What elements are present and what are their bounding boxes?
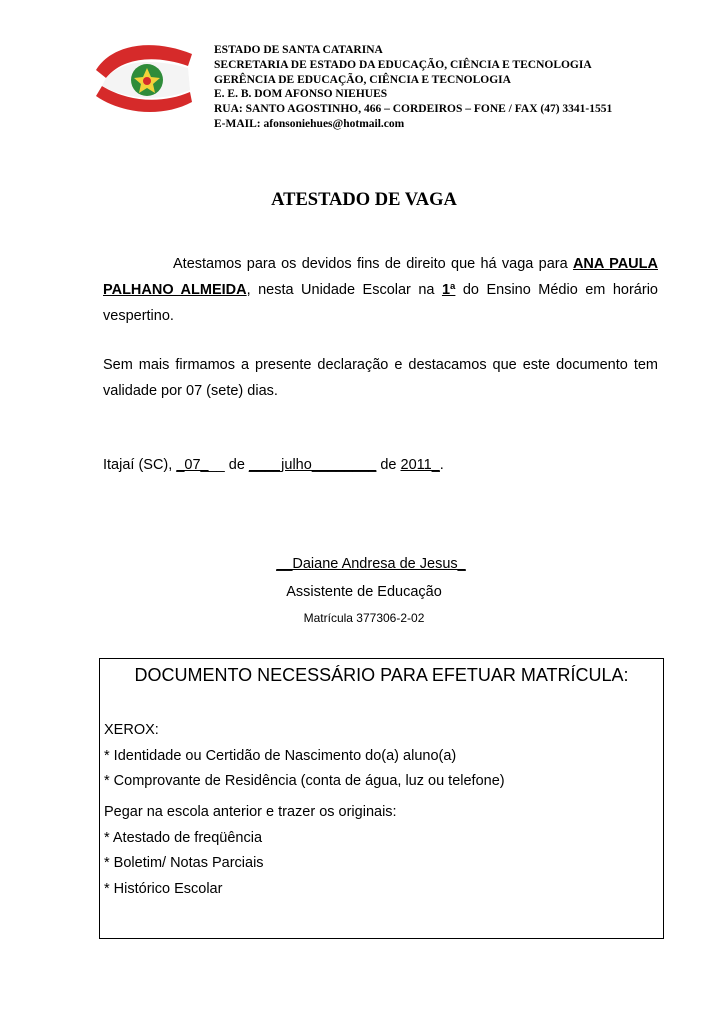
header-line: GERÊNCIA DE EDUCAÇÃO, CIÊNCIA E TECNOLOGIA (214, 73, 511, 86)
xerox-heading: XEROX: (104, 722, 159, 738)
date-day: _07_ (176, 457, 209, 473)
header-line: ESTADO DE SANTA CATARINA (214, 44, 383, 56)
header-line: E-MAIL: afonsoniehues@hotmail.com (214, 117, 405, 130)
date-month: ____julho________ (248, 457, 377, 473)
date-line: Itajaí (SC), _07___ de ____julho________ de 2011_. (103, 457, 444, 473)
state-flag-logo (92, 40, 196, 120)
signature-registration: Matrícula 377306-2-02 (303, 611, 425, 625)
header-line: SECRETARIA DE ESTADO DA EDUCAÇÃO, CIÊNCIA E TECNOLOGIA (214, 58, 592, 71)
signature-name: __Daiane Andresa de Jesus_ (276, 556, 466, 572)
list-item: * Boletim/ Notas Parciais (104, 855, 264, 871)
list-item: * Atestado de freqüência (104, 829, 263, 846)
grade: 1ª (441, 282, 456, 298)
document-title: ATESTADO DE VAGA (271, 190, 457, 210)
header-line: RUA: SANTO AGOSTINHO, 466 – CORDEIROS – FONE / FAX (47) 3341-1551 (214, 103, 613, 116)
signature-role: Assistente de Educação (286, 584, 442, 600)
list-item: * Identidade ou Certidão de Nascimento do(a) aluno(a) (104, 747, 457, 764)
date-year: 2011_ (400, 457, 440, 473)
list-item: * Histórico Escolar (104, 880, 223, 897)
paragraph-validity: Sem mais firmamos a presente declaração e destacamos que este documento tem validade por 07 (sete) dias. (103, 357, 658, 399)
header-line: E. E. B. DOM AFONSO NIEHUES (214, 88, 388, 101)
list-item: * Comprovante de Residência (conta de água, luz ou telefone) (104, 773, 505, 789)
box-title: DOCUMENTO NECESSÁRIO PARA EFETUAR MATRÍCULA: (134, 665, 629, 685)
paragraph-attestation: Atestamos para os devidos fins de direito que há vaga para ANA PAULA PALHANO ALMEIDA, nesta Unidade Escolar na 1ª do Ensino Médio em horário vespertino. (103, 256, 658, 324)
originals-heading: Pegar na escola anterior e trazer os originais: (104, 804, 397, 820)
documents-list (104, 718, 505, 902)
student-name: ANA PAULA PALHANO ALMEIDA (103, 256, 658, 298)
required-documents-box (99, 658, 664, 939)
school-header (214, 43, 612, 132)
